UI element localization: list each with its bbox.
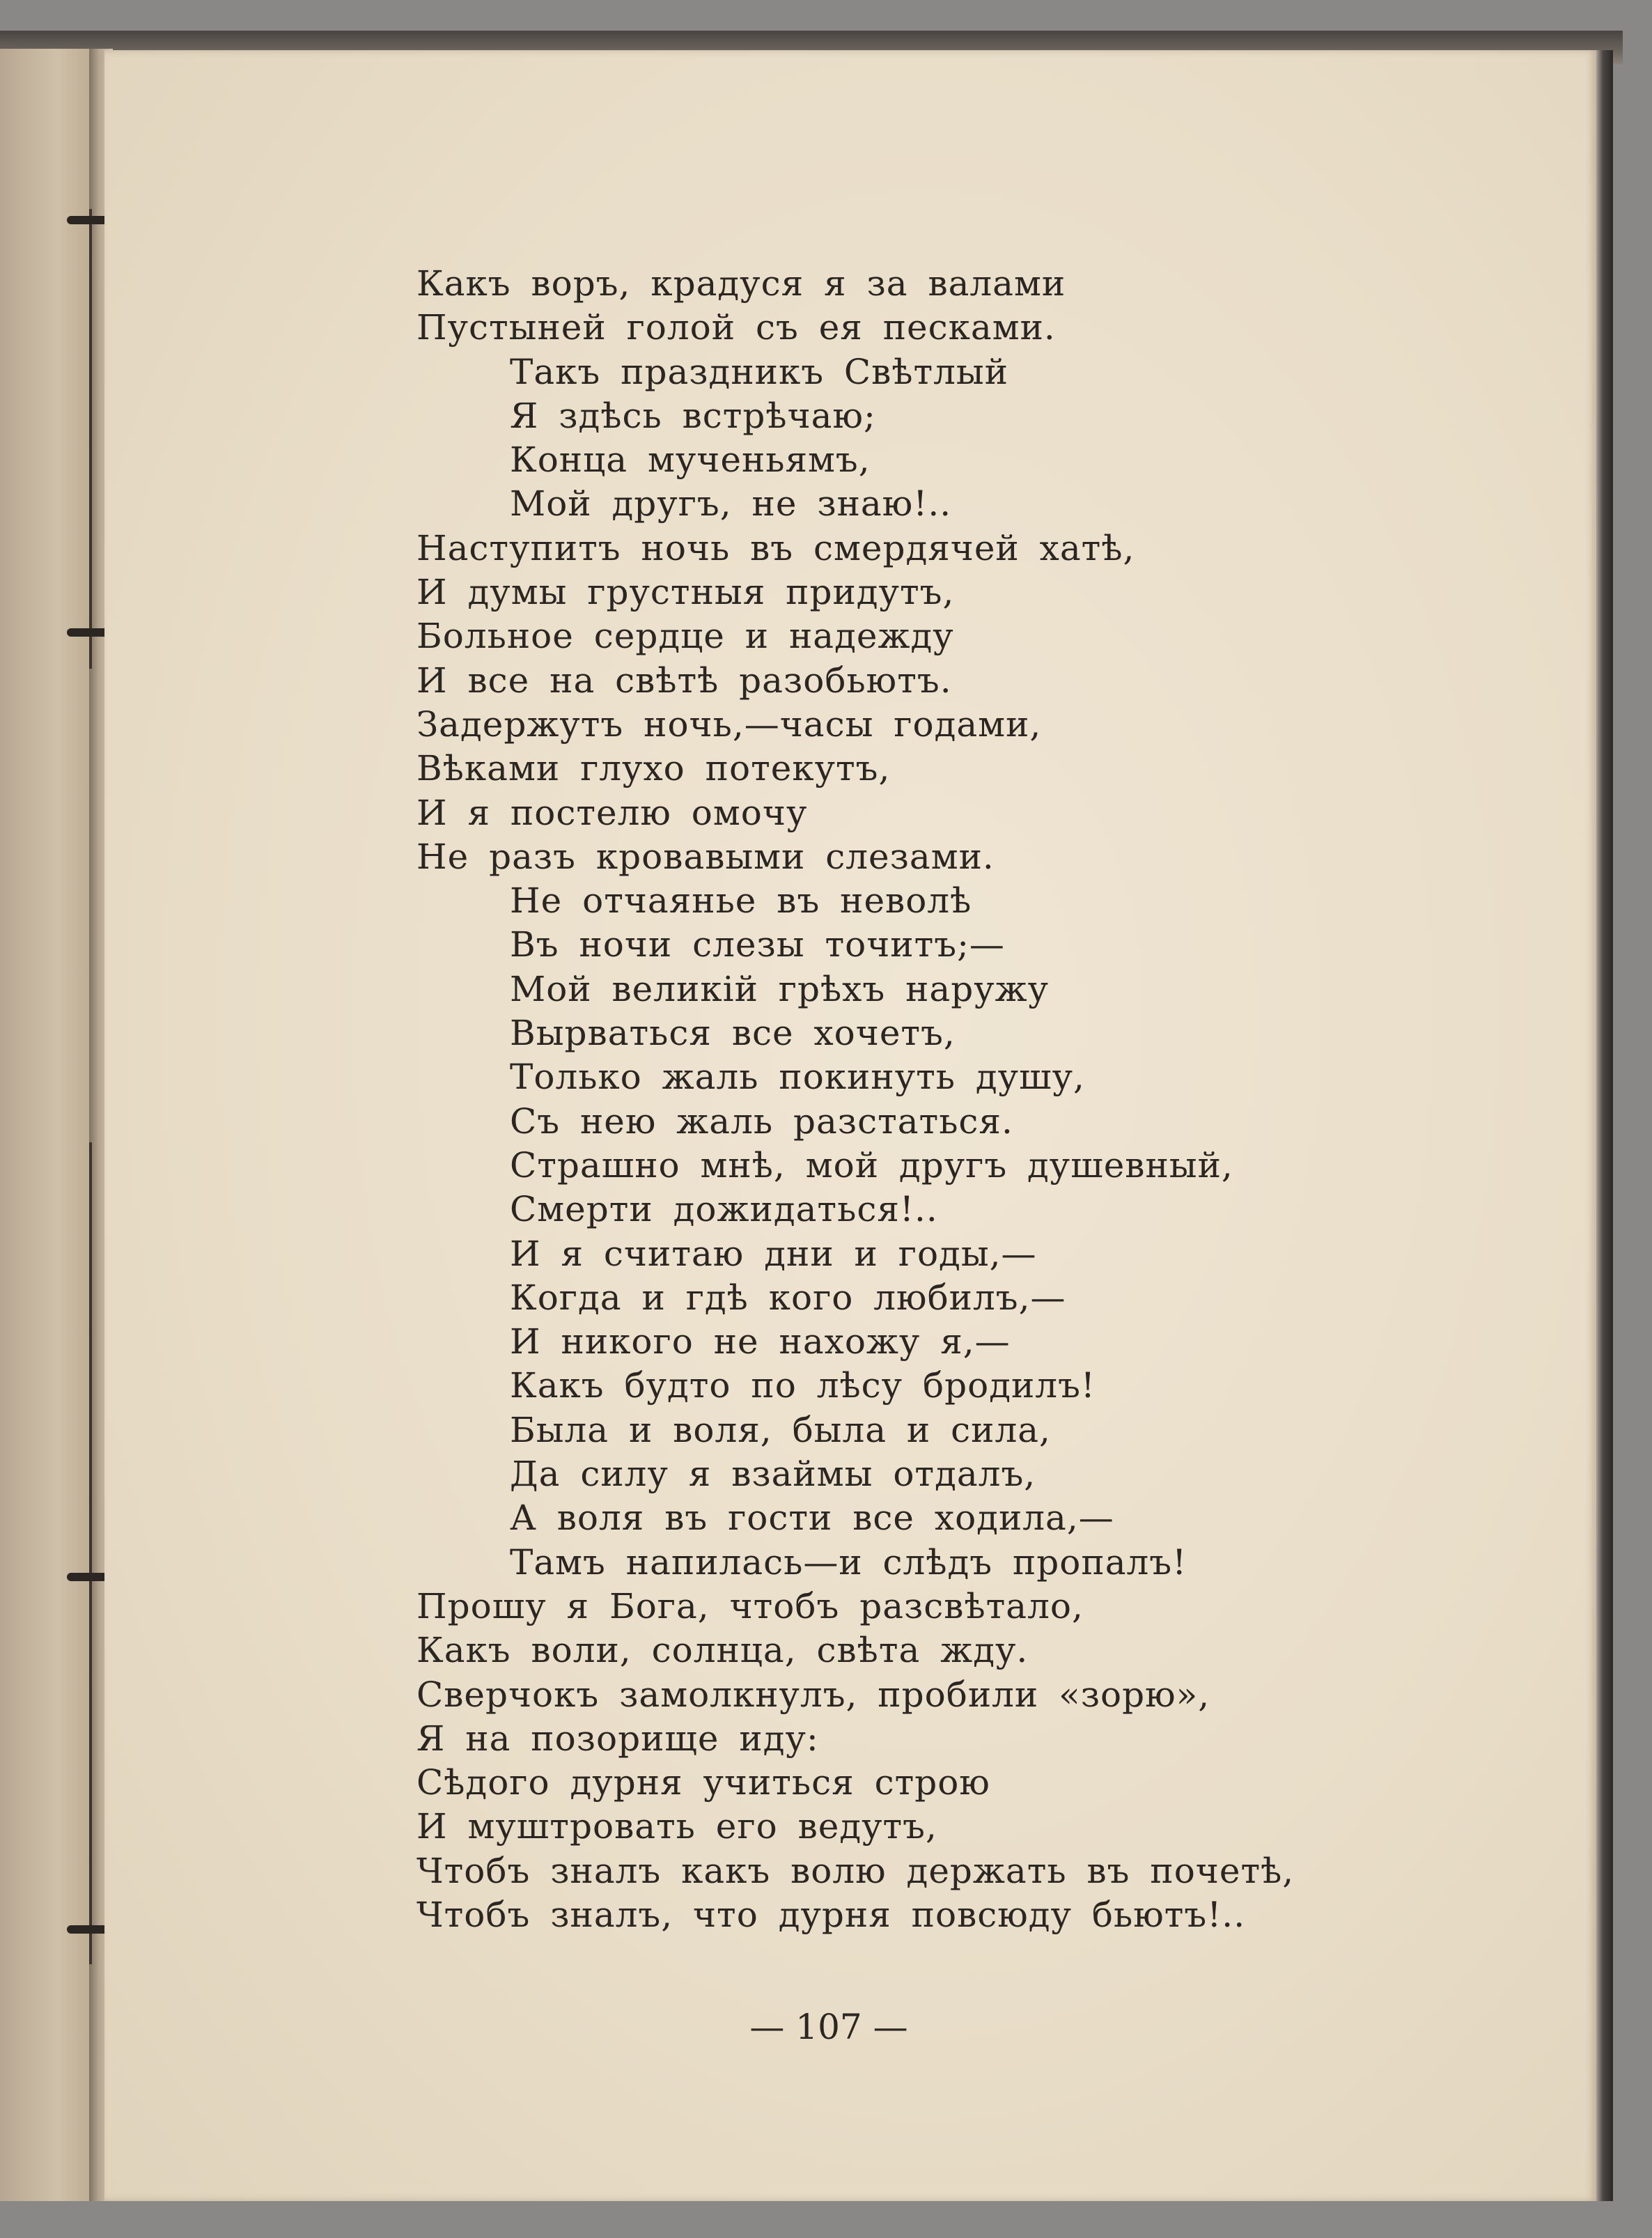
poem-line: Мой великій грѣхъ наружу — [510, 968, 1050, 1009]
poem-line: Сѣдого дурня учиться строю — [416, 1762, 990, 1803]
poem-line: Чтобъ зналъ какъ волю держать въ почетѣ, — [416, 1850, 1295, 1891]
poem-line: Когда и гдѣ кого любилъ,— — [510, 1277, 1066, 1318]
binding-thread — [89, 1142, 92, 1964]
poem-line: Задержутъ ночь,—часы годами, — [416, 704, 1042, 745]
poem-line: И я постелю омочу — [416, 792, 808, 833]
poem-line: Тамъ напилась—и слѣдъ пропалъ! — [510, 1541, 1187, 1583]
poem-line: Такъ праздникъ Свѣтлый — [510, 351, 1009, 392]
poem-line: Я на позорище иду: — [416, 1718, 819, 1759]
poem-line: Прошу я Бога, чтобъ разсвѣтало, — [416, 1585, 1084, 1626]
poem-line: И думы грустныя придутъ, — [416, 572, 955, 613]
scan-bottom-edge — [0, 2201, 1652, 2238]
poem-line: Чтобъ зналъ, что дурня повсюду бьютъ!.. — [416, 1894, 1246, 1935]
poem-line: Да силу я взаймы отдалъ, — [510, 1454, 1036, 1495]
poem-line: Какъ воръ, крадуся я за валами — [416, 263, 1066, 304]
page-number: — 107 — — [749, 2007, 908, 2047]
poem-line: И все на свѣтѣ разобьютъ. — [416, 660, 952, 701]
poem-line: Съ нею жаль разстаться. — [510, 1101, 1013, 1142]
page-right-edge — [1596, 50, 1613, 2201]
poem-line: И муштровать его ведутъ, — [416, 1806, 937, 1847]
poem-line: Какъ будто по лѣсу бродилъ! — [510, 1365, 1096, 1406]
poem-line: Страшно мнѣ, мой другъ душевный, — [510, 1144, 1233, 1186]
poem-line: Вырваться все хочетъ, — [510, 1013, 956, 1054]
binding-thread — [89, 209, 92, 669]
poem-line: Вѣками глухо потекутъ, — [416, 748, 891, 789]
poem-line: Больное сердце и надежду — [416, 616, 954, 657]
poem-line: Не разъ кровавыми слезами. — [416, 836, 995, 877]
poem-line: Не отчаянье въ неволѣ — [510, 880, 972, 922]
poem-line: Была и воля, была и сила, — [510, 1409, 1051, 1450]
poem-line: Я здѣсь встрѣчаю; — [510, 395, 876, 436]
poem-line: И никого не нахожу я,— — [510, 1321, 1011, 1362]
poem-line: Смерти дожидаться!.. — [510, 1189, 938, 1230]
poem-text — [416, 262, 1294, 1937]
poem-line: Какъ воли, солнца, свѣта жду. — [416, 1630, 1029, 1671]
poem-line: А воля въ гости все ходила,— — [510, 1498, 1114, 1539]
poem-line: И я считаю дни и годы,— — [510, 1233, 1037, 1274]
poem-line: Сверчокъ замолкнулъ, пробили «зорю», — [416, 1674, 1210, 1715]
poem-line: Только жаль покинуть душу, — [510, 1057, 1085, 1098]
poem-line: Конца мученьямъ, — [510, 440, 871, 481]
poem-line: Пустыней голой съ ея песками. — [416, 307, 1056, 348]
poem-line: Въ ночи слезы точитъ;— — [510, 924, 1005, 965]
poem-line: Наступитъ ночь въ смердячей хатѣ, — [416, 527, 1135, 568]
poem-line: Мой другъ, не знаю!.. — [510, 483, 952, 524]
